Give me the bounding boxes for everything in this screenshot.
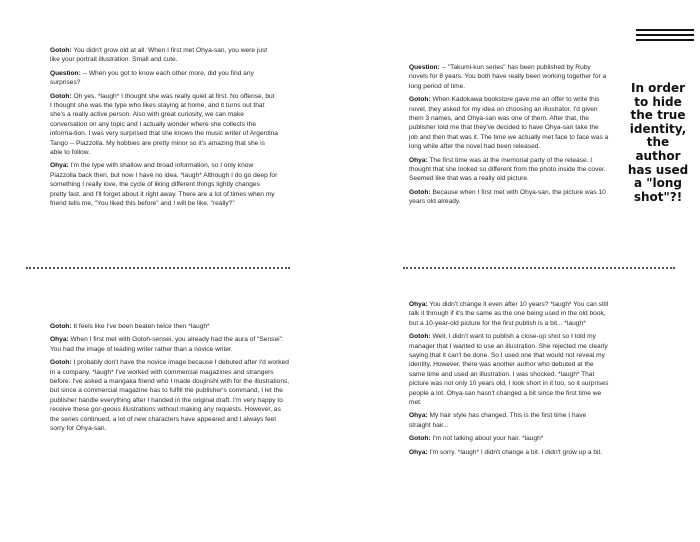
speaker-label: Gotoh: bbox=[409, 333, 431, 341]
divider-left bbox=[26, 267, 290, 269]
speaker-label: Gotoh: bbox=[50, 323, 72, 330]
speaker-label: Ohya: bbox=[409, 412, 428, 420]
dialogue-text: Oh yes. *laugh* I thought she was really quiet at first. No offense, but I thought she was the type who likes staying at home, and it turns out that she's a really active person. Also with great curiosity, we can make conversation on any topic and I actually wonder where she collects the informa-tion. I was very surprised that she knows the music writer of Argentina Tango -- Piazzolla. My hobbies are pretty minor so it's amazing that she is able to follow. bbox=[50, 92, 278, 157]
dialogue-paragraph bbox=[50, 161, 278, 208]
dialogue-paragraph bbox=[409, 63, 609, 91]
dialogue-paragraph bbox=[50, 322, 290, 331]
dialogue-paragraph bbox=[409, 95, 609, 151]
bottom-right-column bbox=[409, 300, 609, 461]
header-bars bbox=[636, 29, 694, 44]
speaker-label: Ohya: bbox=[409, 156, 428, 164]
dialogue-paragraph bbox=[409, 188, 609, 207]
dialogue-text: -- When you got to know each other more, did you find any surprises? bbox=[50, 69, 254, 87]
dialogue-paragraph bbox=[409, 434, 609, 443]
dialogue-paragraph bbox=[50, 92, 278, 158]
speaker-label: Question: bbox=[50, 69, 81, 77]
speaker-label: Gotoh: bbox=[50, 47, 72, 54]
speaker-label: Gotoh: bbox=[409, 188, 431, 196]
dialogue-text: Well, I didn't want to publish a close-up shot so I told my manager that I wanted to use an illustration. She rejected me clearly saying that it can't be done. So I used one that would not reveal my identity. However, there was another author who debuted at the same time and used an illustration. I was shocked. *laugh* That picture was not only 10 years old, I look short in it too, so it surprises people a lot. Ohya-san hasn't changed a bit since the first time we met. bbox=[409, 333, 609, 407]
dialogue-text: The first time was at the memorial party of the release. I thought that she looked so different from the photo inside the cover. Seemed like that was a really old picture. bbox=[409, 156, 606, 183]
top-left-column bbox=[50, 46, 278, 213]
speaker-label: Ohya: bbox=[50, 336, 69, 344]
dialogue-paragraph bbox=[409, 448, 609, 457]
speaker-label: Gotoh: bbox=[409, 435, 431, 443]
dialogue-text: When I first met with Gotoh-sensei, you already had the aura of "Sensei". You had the image of leading writer rather than a novice writer. bbox=[50, 336, 284, 353]
dialogue-text: It feels like I've been beaten twice then *laugh* bbox=[71, 323, 210, 330]
dialogue-paragraph bbox=[50, 69, 278, 88]
dialogue-text: I'm sorry. *laugh* I didn't change a bit. I didn't grow up a bit. bbox=[427, 448, 603, 456]
speaker-label: Ohya: bbox=[409, 448, 428, 456]
dialogue-paragraph bbox=[50, 46, 278, 65]
dialogue-text: I'm not talking about your hair. *laugh* bbox=[430, 435, 544, 443]
aside-note: In order to hide the true identity, the author has used a "long shot"?! bbox=[627, 81, 689, 204]
divider-right bbox=[403, 267, 675, 269]
speaker-label: Ohya: bbox=[50, 162, 69, 170]
dialogue-text: -- "Takumi-kun series" has been published by Ruby novels for 8 years. You both have really been working together for a long period of time. bbox=[409, 64, 607, 90]
speaker-label: Gotoh: bbox=[409, 96, 431, 104]
dialogue-paragraph bbox=[409, 156, 609, 184]
dialogue-text: You didn't grow old at all. When I first met Ohya-san, you were just like your portrait illustration. Small and cute. bbox=[50, 47, 268, 64]
dialogue-text: Because when I first met with Ohya-san, the picture was 10 years old already. bbox=[409, 188, 606, 206]
speaker-label: Ohya: bbox=[409, 301, 428, 308]
dialogue-paragraph bbox=[50, 358, 290, 433]
bottom-left-column bbox=[50, 322, 290, 437]
dialogue-text: When Kadokawa bookstore gave me an offer to write this novel, they asked for my idea on choosing an illustrator. I'd given them 3 names, and Ohya-san was one of them. After that, the publisher told me that they've decided to have Ohya-san take the job and then that was it. The time we actually met face to face was a long while after the novel had been released. bbox=[409, 96, 609, 151]
dialogue-paragraph bbox=[50, 335, 290, 354]
dialogue-paragraph bbox=[409, 411, 609, 430]
speaker-label: Gotoh: bbox=[50, 359, 72, 367]
dialogue-paragraph bbox=[409, 300, 609, 328]
dialogue-text: I'm the type with shallow and broad information, so I only know Piazzolla back then, but now I have no idea. *laugh* Although I do go deep for something I really love, the cycle of liking different things lightly changes pretty fast, and I'll forget about it right away. There are a lot of times when my friend tells me, "You liked this before" and I will be like, "really?" bbox=[50, 162, 278, 208]
dialogue-text: I probably don't have the novice image because I debuted after I'd worked in a company. *laugh* I've worked with commercial magazines and strangers before. I've asked a mangaka friend who I made doujinshi with for the illustrations, but since a commercial magazine has to fulfill the publisher's command, I let the publisher handle everything after I handed in the original draft. I'm very happy to receive these gor-geous illustrations without making any requests. However, as the series continued, a lot of new characters have appeared and I always feel sorry for Ohya-san. bbox=[50, 359, 290, 433]
dialogue-text: You didn't change it even after 10 years? *laugh* You can still talk it through if it's the same as the one being used in the old book, but a 10-year-old picture for the first publish is a bit... *laugh* bbox=[409, 301, 609, 327]
dialogue-text: My hair style has changed. This is the first time I have straight hair... bbox=[409, 412, 587, 429]
speaker-label: Question: bbox=[409, 64, 440, 71]
top-right-column bbox=[409, 63, 609, 211]
speaker-label: Gotoh: bbox=[50, 92, 72, 100]
dialogue-paragraph bbox=[409, 332, 609, 407]
